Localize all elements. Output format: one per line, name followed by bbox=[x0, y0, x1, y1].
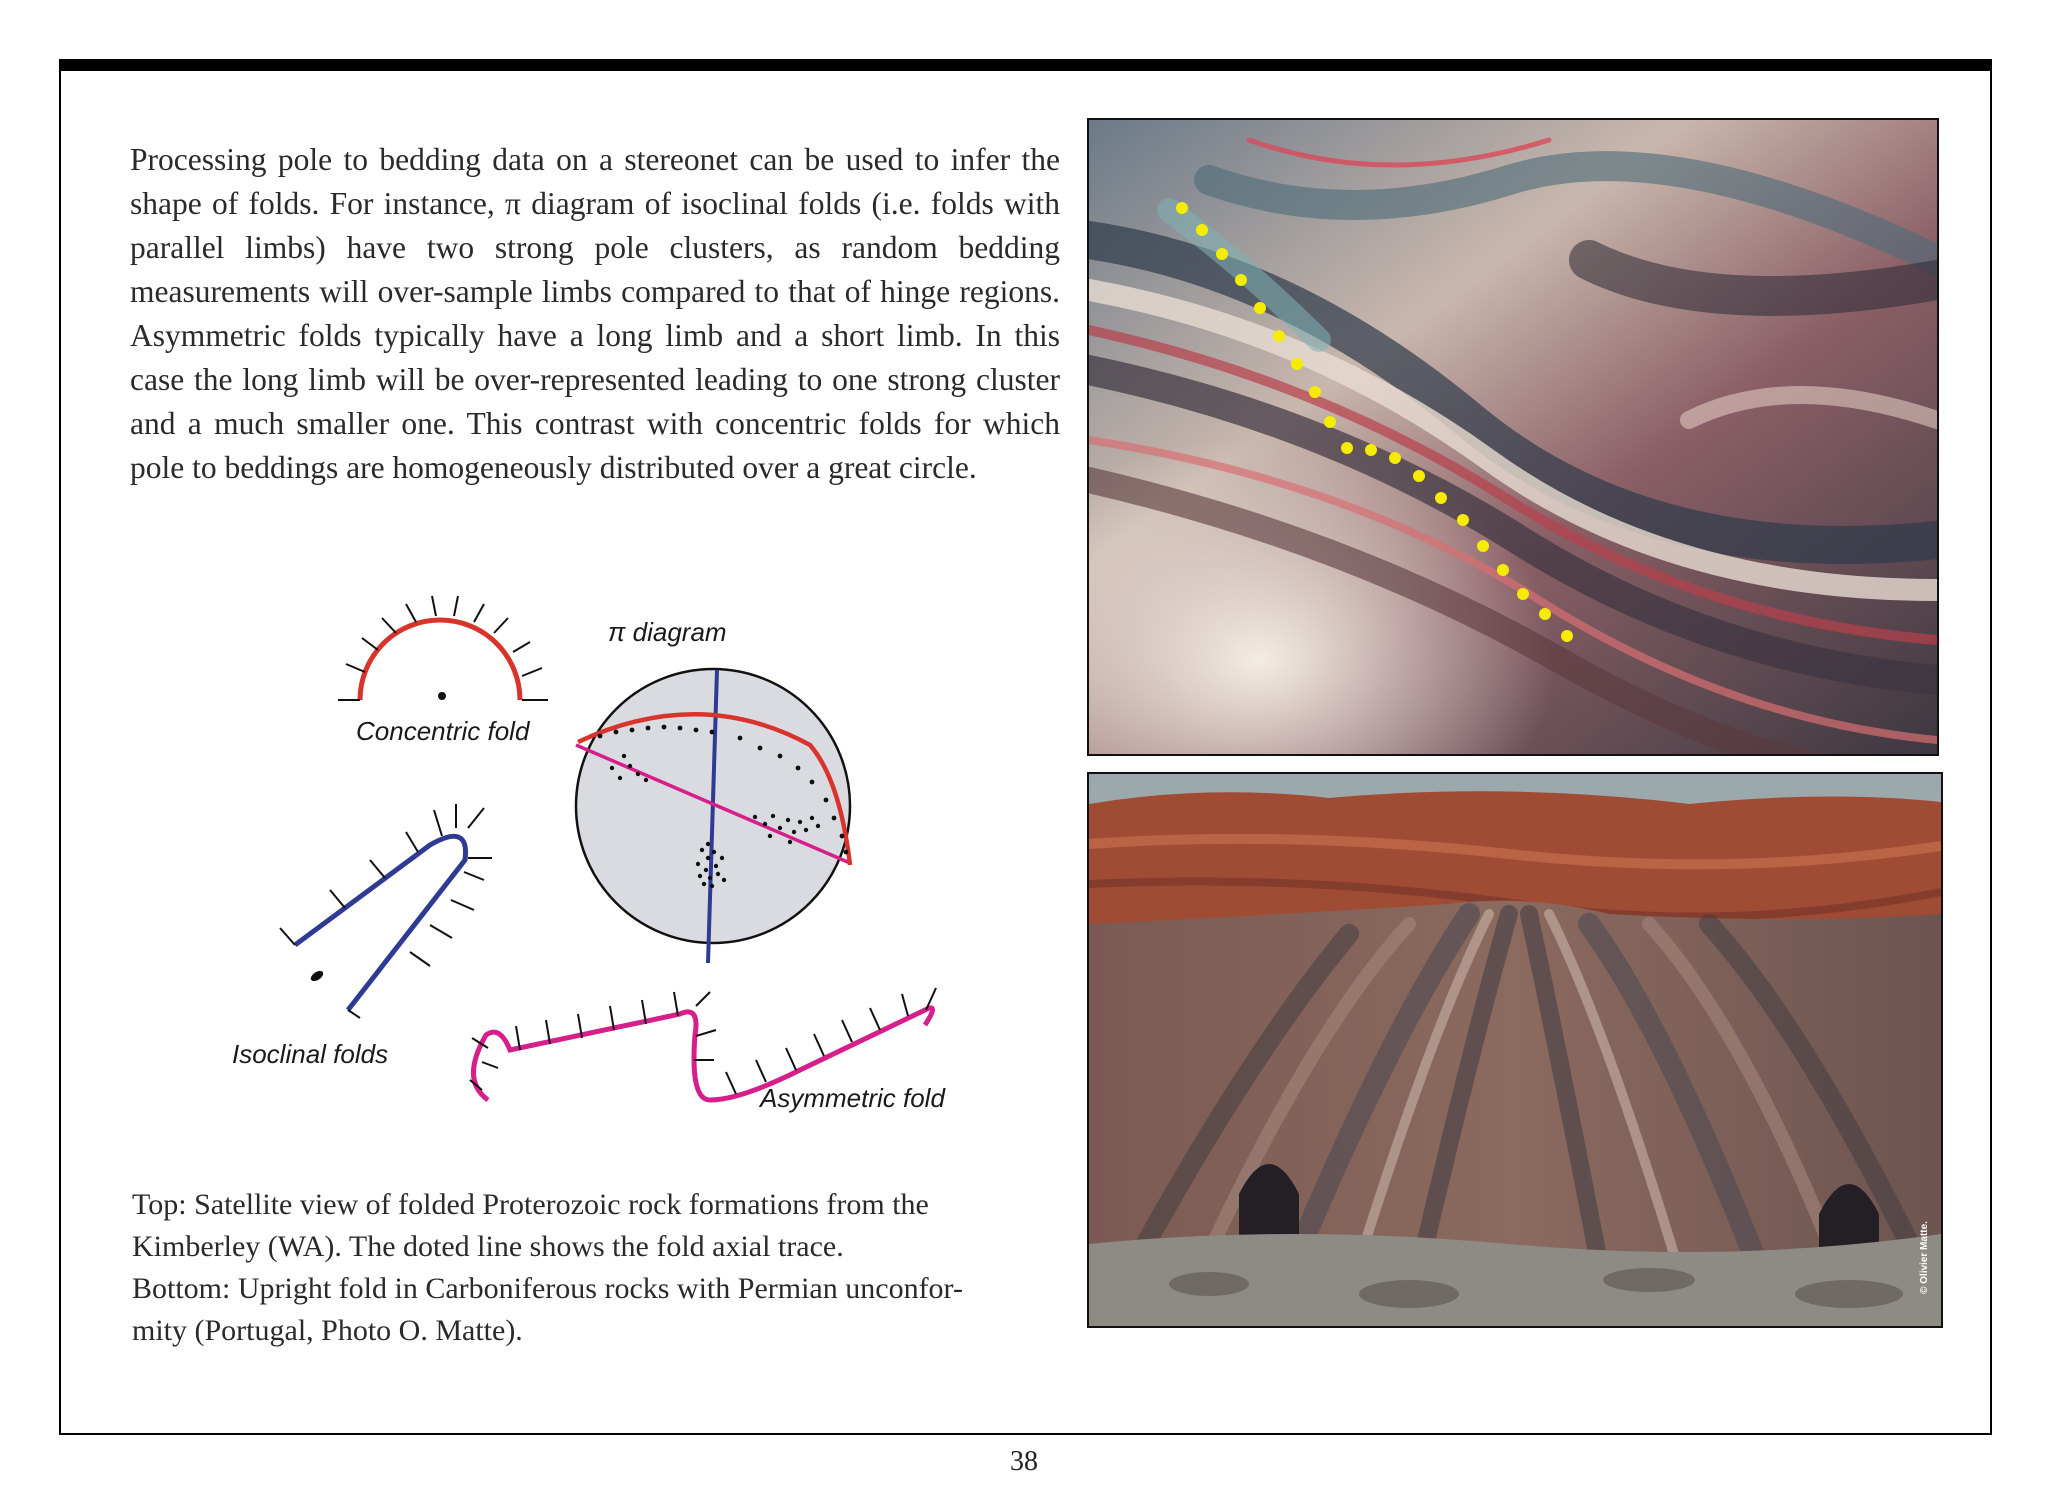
asymmetric-fold-label: Asymmetric fold bbox=[760, 1083, 945, 1113]
stereonet bbox=[576, 669, 850, 963]
body-paragraph: Processing pole to bedding data on a stereonet can be used to infer the shape of folds. For instance, π diagram of isoclinal folds (i.e. folds with parallel limbs) have two strong pole clusters, as random bedding measurements will over-sample limbs compared to that of hinge regions. Asymmetric folds typically have a long limb and a short limb. In this case the long limb will be over-represented leading to one strong cluster and a much smaller one. This contrast with concentric folds for which pole to beddings are homogeneously distributed over a great circle. bbox=[130, 142, 1060, 485]
satellite-fold-photo bbox=[1087, 118, 1939, 756]
caption-line: Bottom: Upright fold in Carboniferous rocks with Permian unconfor- bbox=[132, 1272, 963, 1305]
fold-diagram bbox=[220, 560, 980, 1140]
photo-credit: © Olivier Matte. bbox=[1919, 1221, 1930, 1294]
upright-fold-photo bbox=[1087, 772, 1943, 1328]
caption-line: Top: Satellite view of folded Proterozoic rock formations from the bbox=[132, 1188, 929, 1221]
page-number: 38 bbox=[1010, 1446, 1038, 1477]
isoclinal-folds-label: Isoclinal folds bbox=[232, 1039, 389, 1069]
figure-caption bbox=[132, 1184, 1062, 1352]
pi-diagram-label: π diagram bbox=[608, 617, 727, 647]
caption-line: Kimberley (WA). The doted line shows the fold axial trace. bbox=[132, 1230, 844, 1263]
caption-line: mity (Portugal, Photo O. Matte). bbox=[132, 1314, 523, 1347]
concentric-fold-sketch bbox=[338, 596, 548, 700]
isoclinal-fold-sketch bbox=[280, 804, 492, 1018]
concentric-fold-label: Concentric fold bbox=[356, 716, 530, 746]
